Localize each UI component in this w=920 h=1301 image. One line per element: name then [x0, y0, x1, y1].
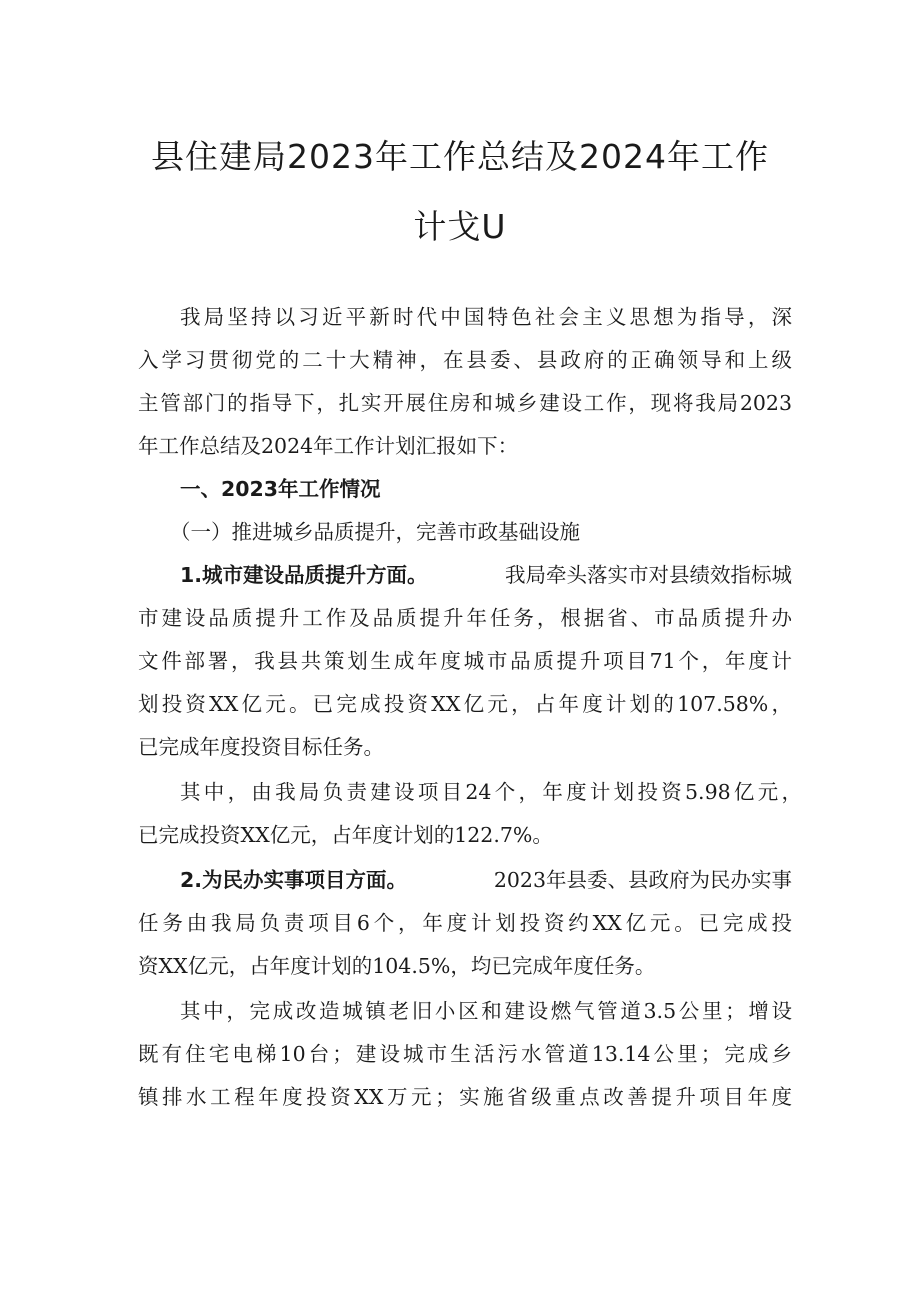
item1-detail-line-1: 其中，由我局负责建设项目24个，年度计划投资5.98亿元，: [180, 780, 802, 804]
item1-line-5: 已完成年度投资目标任务。: [138, 735, 384, 759]
item2-detail-line-1: 其中，完成改造城镇老旧小区和建设燃气管道3.5公里；增设: [180, 999, 792, 1023]
item2-detail-line-2: 既有住宅电梯10台；建设城市生活污水管道13.14公里；完成乡: [138, 1042, 792, 1066]
item1-line-3: 文件部署，我县共策划生成年度城市品质提升项目71个，年度计: [138, 649, 792, 673]
document-title-line-1: 县住建局2023年工作总结及2024年工作: [151, 137, 769, 176]
intro-line-4: 年工作总结及2024年工作计划汇报如下：: [138, 434, 519, 458]
item1-line-1: [180, 560, 792, 590]
item2-line-3: 资XX亿元，占年度计划的104.5%，均已完成年度任务。: [138, 954, 656, 978]
section-heading: 一、2023年工作情况: [180, 477, 381, 501]
intro-line-3: 主管部门的指导下，扎实开展住房和城乡建设工作，现将我局2023: [138, 391, 792, 415]
item1-detail-line-2: 已完成投资XX亿元，占年度计划的122.7%。: [138, 823, 553, 847]
item2-lead: 2.为民办实事项目方面。: [180, 868, 408, 892]
item2-line-1: [180, 865, 792, 895]
document-title-line-2: 计戈U: [413, 207, 507, 246]
intro-line-2: 入学习贯彻党的二十大精神，在县委、县政府的正确领导和上级: [138, 348, 792, 372]
item1-line-2: 市建设品质提升工作及品质提升年任务，根据省、市品质提升办: [138, 606, 792, 630]
item1-line-1-rest: 我局牵头落实市对县绩效指标城: [505, 563, 792, 587]
item2-detail-line-3: 镇排水工程年度投资XX万元；实施省级重点改善提升项目年度: [138, 1085, 792, 1109]
item2-line-1-rest: 2023年县委、县政府为民办实事: [493, 868, 792, 892]
item1-line-4: 划投资XX亿元。已完成投资XX亿元，占年度计划的107.58%，: [138, 692, 792, 716]
subsection-heading: （一）推进城乡品质提升，完善市政基础设施: [170, 520, 580, 544]
intro-line-1: 我局坚持以习近平新时代中国特色社会主义思想为指导，深: [180, 305, 792, 329]
item2-line-2: 任务由我局负责项目6个，年度计划投资约XX亿元。已完成投: [138, 911, 792, 935]
item1-lead: 1.城市建设品质提升方面。: [180, 563, 428, 587]
